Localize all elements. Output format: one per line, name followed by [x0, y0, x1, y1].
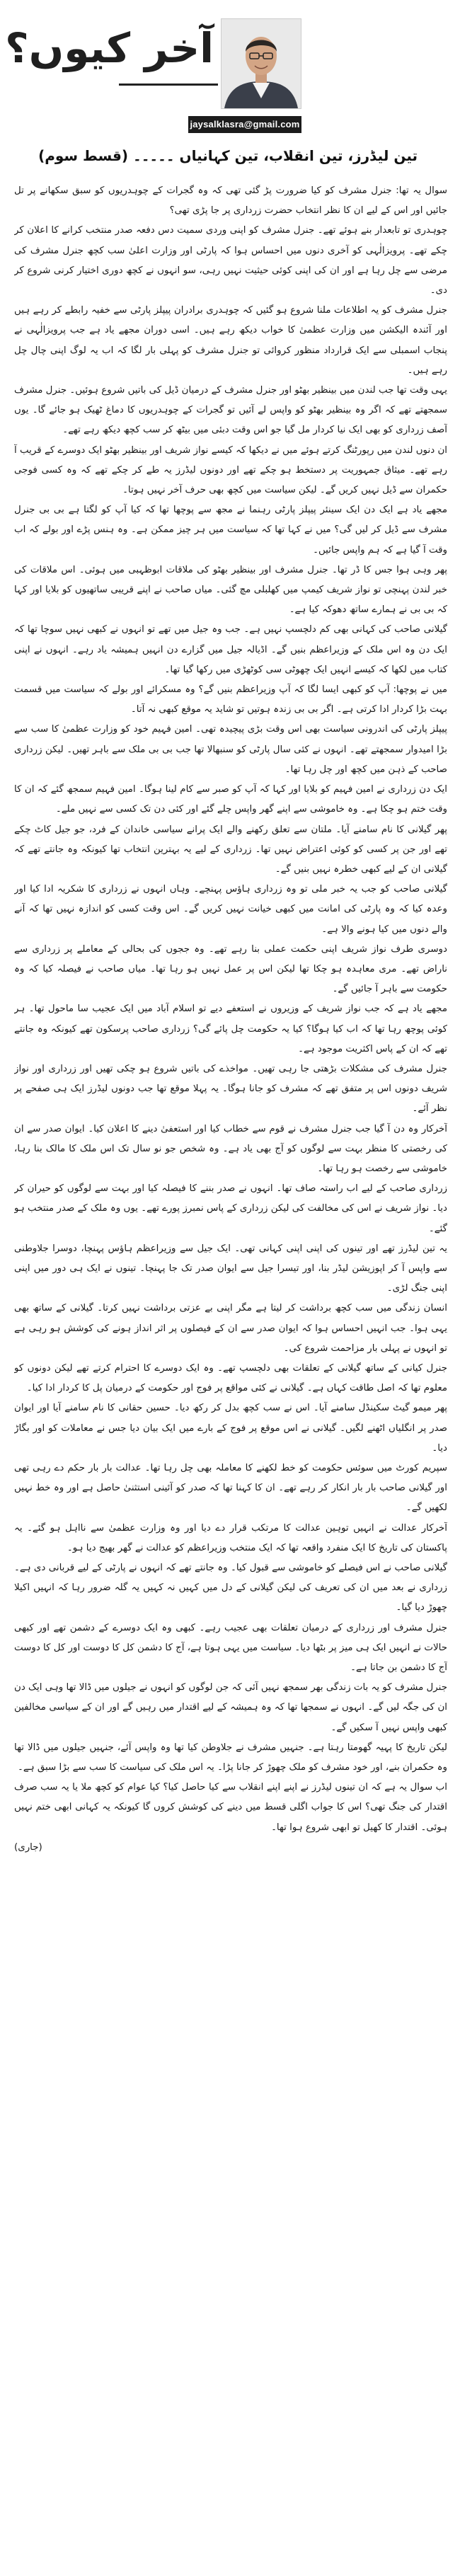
article-paragraph: جنرل مشرف کو یہ اطلاعات ملنا شروع ہو گئیں کہ چوہدری برادران پیپلز پارٹی سے خفیہ رابطے کر رہے ہیں اور آئندہ الیکشن میں وزارت عظمیٰ کا خواب دیکھ رہے ہیں۔ اسی دوران مجھے یاد ہے جب پرویزالٰہی نے پنجاب اسمبلی سے ایک قرارداد منظور کروائی تو جنرل مشرف کو پہلی بار لگا کہ اب یہ لوگ اپنی چال چل رہے ہیں۔	[14, 305, 447, 376]
article-paragraph: سپریم کورٹ میں سوئس حکومت کو خط لکھنے کا معاملہ بھی چل رہا تھا۔ عدالت بار بار حکم دے رہی تھی اور گیلانی صاحب بار بار انکار کر رہے تھے۔ ان کا کہنا تھا کہ صدر کو آئینی استثنیٰ حاصل ہے اور وہ خط نہیں لکھیں گے۔	[14, 1463, 447, 1514]
column-masthead	[0, 0, 460, 177]
logo-underline	[119, 84, 218, 86]
article-paragraph: جنرل مشرف اور زرداری کے درمیان تعلقات بھی عجیب رہے۔ کبھی وہ ایک دوسرے کے دشمن تھے اور کبھی حالات نے انہیں ایک ہی میز پر بٹھا دیا۔ سیاست میں یہی ہوتا ہے، آج کا دشمن کل کا دوست اور کل کا دوست آج کا دشمن بن جاتا ہے۔	[14, 1622, 447, 1674]
article-paragraph: جنرل مشرف کی مشکلات بڑھتی جا رہی تھیں۔ مواخذے کی باتیں شروع ہو چکی تھیں اور زرداری اور نواز شریف دونوں اس پر متفق تھے کہ مشرف کو جانا ہوگا۔ یہ پہلا موقع تھا جب دونوں لیڈرز ایک ہی صفحے پر نظر آئے۔	[14, 1063, 447, 1115]
article-paragraph: میں نے پوچھا: آپ کو کبھی ایسا لگا کہ آپ وزیراعظم بنیں گے؟ وہ مسکرائے اور بولے کہ سیاست میں قسمت بہت بڑا کردار ادا کرتی ہے۔ اگر بی بی زندہ ہوتیں تو شاید یہ موقع کبھی نہ آتا۔	[14, 684, 447, 715]
article-paragraph: پھر گیلانی کا نام سامنے آیا۔ ملتان سے تعلق رکھنے والے ایک پرانے سیاسی خاندان کے فرد، جو جیل کاٹ چکے تھے اور جن پر کسی کو کوئی اعتراض نہیں تھا۔ زرداری کے لیے یہ بہترین انتخاب تھا کیونکہ وہ جانتے تھے کہ گیلانی ان کے لیے کبھی خطرہ نہیں بنیں گے۔	[14, 824, 447, 875]
column-logo-title: آخر کیوں؟	[5, 24, 214, 72]
article-paragraph: آخرکار عدالت نے انہیں توہین عدالت کا مرتکب قرار دے دیا اور وہ وزارت عظمیٰ سے نااہل ہو گئے۔ یہ پاکستان کی تاریخ کا ایک منفرد واقعہ تھا کہ ایک منتخب وزیراعظم کو عدالت نے گھر بھیج دیا ہو۔	[14, 1522, 447, 1553]
article-paragraph: پھر وہی ہوا جس کا ڈر تھا۔ جنرل مشرف اور بینظیر بھٹو کی ملاقات ابوظہبی میں ہوئی۔ اس ملاقات کی خبر لندن پہنچی تو نواز شریف کیمپ میں کھلبلی مچ گئی۔ میاں صاحب نے اپنے قریبی ساتھیوں کو بلایا اور کہا کہ بی بی نے ہمارے ساتھ دھوکہ کیا ہے۔	[14, 564, 447, 616]
article-paragraph: انسان زندگی میں سب کچھ برداشت کر لیتا ہے مگر اپنی بے عزتی برداشت نہیں کرتا۔ گیلانی کے ساتھ بھی یہی ہوا۔ جب انہیں احساس ہوا کہ ایوان صدر سے ان کے فیصلوں پر اثر انداز ہونے کی کوشش ہو رہی ہے تو انہوں نے پہلی بار مزاحمت شروع کی۔	[14, 1303, 447, 1354]
article-paragraph: زرداری صاحب کے لیے اب راستہ صاف تھا۔ انہوں نے صدر بننے کا فیصلہ کیا اور بہت سے لوگوں کو حیران کر دیا۔ نواز شریف نے اس کی مخالفت کی لیکن زرداری کے پاس نمبرز پورے تھے۔ یوں وہ ملک کے صدر منتخب ہو گئے۔	[14, 1183, 447, 1234]
article-paragraph: گیلانی صاحب کی کہانی بھی کم دلچسپ نہیں ہے۔ جب وہ جیل میں تھے تو انہوں نے کبھی نہیں سوچا تھا کہ ایک دن وہ اس ملک کے وزیراعظم بنیں گے۔ اڈیالہ جیل میں گزارے دن انہیں ہمیشہ یاد رہے۔ انہوں نے اپنی کتاب میں لکھا کہ کیسے انہیں ایک چھوٹی سی کوٹھڑی میں رکھا گیا تھا۔	[14, 624, 447, 675]
article-paragraph: مجھے یاد ہے ایک دن ایک سینئر پیپلز پارٹی رہنما نے مجھ سے پوچھا تھا کہ کیا آپ کو لگتا ہے بی بی جنرل مشرف سے ڈیل کر لیں گی؟ میں نے کہا تھا کہ سیاست میں ہر چیز ممکن ہے۔ وہ ہنس پڑے اور بولے کہ اب وقت آ گیا ہے کہ ہم واپس جائیں۔	[14, 505, 447, 556]
continued-marker: (جاری)	[14, 1841, 42, 1853]
article-paragraph: دوسری طرف نواز شریف اپنی حکمت عملی بنا رہے تھے۔ وہ ججوں کی بحالی کے معاملے پر زرداری سے ناراض تھے۔ مری معاہدہ ہو چکا تھا لیکن اس پر عمل نہیں ہو رہا تھا۔ میاں صاحب نے فیصلہ کیا کہ وہ حکومت سے باہر آ جائیں گے۔	[14, 943, 447, 995]
article-paragraph: لیکن تاریخ کا پہیہ گھومتا رہتا ہے۔ جنہیں مشرف نے جلاوطن کیا تھا وہ واپس آئے، جنہیں جیلوں میں ڈالا تھا وہ حکمران بنے، اور خود مشرف کو ملک چھوڑ کر جانا پڑا۔ یہ اس ملک کی سیاست کا سب سے بڑا سبق ہے۔	[14, 1742, 447, 1773]
article-paragraph: یہ تین لیڈرز تھے اور تینوں کی اپنی اپنی کہانی تھی۔ ایک جیل سے وزیراعظم ہاؤس پہنچا، دوسرا جلاوطنی سے واپس آ کر اپوزیشن لیڈر بنا، اور تیسرا جیل سے ایوان صدر تک جا پہنچا۔ تینوں نے ایک ہی دور میں اپنی اپنی جنگ لڑی۔	[14, 1243, 447, 1294]
article-body	[14, 181, 447, 2566]
article-paragraph: پھر میمو گیٹ سکینڈل سامنے آیا۔ اس نے سب کچھ بدل کر رکھ دیا۔ حسین حقانی کا نام سامنے آیا اور ایوان صدر پر انگلیاں اٹھنے لگیں۔ گیلانی نے اس موقع پر فوج کے بارے میں ایک بیان دیا جس نے معاملات کو اور بگاڑ دیا۔	[14, 1403, 447, 1454]
article-paragraph: جنرل کیانی کے ساتھ گیلانی کے تعلقات بھی دلچسپ تھے۔ وہ ایک دوسرے کا احترام کرتے تھے لیکن دونوں کو معلوم تھا کہ اصل طاقت کہاں ہے۔ گیلانی نے کئی مواقع پر فوج اور حکومت کے درمیان پل کا کردار ادا کیا۔	[14, 1362, 447, 1394]
article-paragraph: مجھے یاد ہے کہ جب نواز شریف کے وزیروں نے استعفے دیے تو اسلام آباد میں ایک عجیب سا ماحول تھا۔ ہر کوئی پوچھ رہا تھا کہ اب کیا ہوگا؟ کیا یہ حکومت چل پائے گی؟ زرداری صاحب پرسکون تھے کیونکہ وہ جانتے تھے کہ ان کے پاس اکثریت موجود ہے۔	[14, 1004, 447, 1054]
article-paragraph: اب سوال یہ ہے کہ ان تینوں لیڈرز نے اپنے اپنے انقلاب سے کیا حاصل کیا؟ کیا عوام کو کچھ ملا یا یہ سب صرف اقتدار کی جنگ تھی؟ اس کا جواب اگلی قسط میں دینے کی کوشش کروں گا کیونکہ یہ کہانی ابھی ختم نہیں ہوئی۔ اقتدار کا کھیل تو ابھی شروع ہوا تھا۔	[14, 1782, 447, 1833]
article-paragraph: چوہدری تو تابعدار بنے ہوئے تھے۔ جنرل مشرف کو اپنی وردی سمیت دس دفعہ صدر منتخب کرانے کا اعلان کر چکے تھے۔ پرویزالٰہی کو آخری دنوں میں احساس ہوا کہ پارٹی اور وزارت اعلیٰ سب کچھ جنرل مشرف کی مرضی سے چل رہا ہے اور ان کی اپنی کوئی حیثیت نہیں رہی، سو انہوں نے کچھ دوری اختیار کرنی شروع کر دی۔	[14, 225, 447, 297]
article-paragraph: پیپلز پارٹی کی اندرونی سیاست بھی اس وقت بڑی پیچیدہ تھی۔ امین فہیم خود کو وزارت عظمیٰ کا سب سے بڑا امیدوار سمجھتے تھے۔ انہوں نے کئی سال پارٹی کو سنبھالا تھا جب بی بی ملک سے باہر تھیں۔ لیکن زرداری صاحب کے ذہن میں کچھ اور چل رہا تھا۔	[14, 724, 447, 775]
article-paragraph: ایک دن زرداری نے امین فہیم کو بلایا اور کہا کہ آپ کو صبر سے کام لینا ہوگا۔ امین فہیم سمجھ گئے کہ ان کا وقت ختم ہو چکا ہے۔ وہ خاموشی سے اپنے گھر واپس چلے گئے اور کئی دن تک کسی سے نہیں ملے۔	[14, 784, 447, 815]
article-paragraph: جنرل مشرف کو یہ بات زندگی بھر سمجھ نہیں آئی کہ جن لوگوں کو انہوں نے جیلوں میں ڈالا تھا وہی ایک دن ان کی جگہ لیں گے۔ انہوں نے سمجھا تھا کہ وہ ہمیشہ کے لیے اقتدار میں رہیں گے اور ان کے سیاسی مخالفین کبھی واپس نہیں آ سکیں گے۔	[14, 1682, 447, 1733]
author-email[interactable]: jaysalklasra@gmail.com	[188, 116, 301, 133]
article-paragraph: آخرکار وہ دن آ گیا جب جنرل مشرف نے قوم سے خطاب کیا اور استعفیٰ دینے کا اعلان کیا۔ ایوان صدر سے ان کی رخصتی کا منظر بہت سے لوگوں کو آج بھی یاد ہے۔ وہ شخص جو نو سال تک اس ملک کا مالک بنا رہا، خاموشی سے رخصت ہو رہا تھا۔	[14, 1123, 447, 1174]
author-portrait-image	[222, 19, 301, 108]
article-paragraph: سوال یہ تھا: جنرل مشرف کو کیا ضرورت پڑ گئی تھی کہ وہ گجرات کے چوہدریوں کو سبق سکھانے پر تل جائیں اور اس کے لیے ان کا نظر انتخاب حضرت زرداری پر جا پڑی تھی؟	[14, 185, 447, 217]
article-paragraph: یہی وقت تھا جب لندن میں بینظیر بھٹو اور جنرل مشرف کے درمیان ڈیل کی باتیں شروع ہوئیں۔ جنرل مشرف سمجھتے تھے کہ اگر وہ بینظیر بھٹو کو واپس لے آئیں تو گجرات کے چوہدریوں کا دماغ ٹھیک ہو جائے گا۔ یوں آصف زرداری کو بھی ایک نیا کردار مل گیا جو اس وقت دبئی میں بیٹھ کر سب کچھ دیکھ رہے تھے۔	[14, 385, 447, 436]
article-paragraph: گیلانی صاحب نے اس فیصلے کو خاموشی سے قبول کیا۔ وہ جانتے تھے کہ انہوں نے پارٹی کے لیے قربانی دی ہے۔ زرداری نے بعد میں ان کی تعریف کی لیکن گیلانی کے دل میں کہیں نہ کہیں یہ گلہ ضرور رہا کہ انہیں اکیلا چھوڑ دیا گیا۔	[14, 1563, 447, 1614]
article-paragraph: گیلانی صاحب کو جب یہ خبر ملی تو وہ زرداری ہاؤس پہنچے۔ وہاں انہوں نے زرداری کا شکریہ ادا کیا اور وعدہ کیا کہ وہ پارٹی کی امانت میں کبھی خیانت نہیں کریں گے۔ اس وقت کسی کو اندازہ نہیں تھا کہ آنے والے دنوں میں کیا ہونے والا ہے۔	[14, 884, 447, 935]
article-headline: تین لیڈرز، تین انقلاب، تین کہانیاں ۔۔۔۔۔ (قسط سوم)	[38, 147, 418, 164]
article-paragraph: ان دنوں لندن میں رپورٹنگ کرتے ہوئے میں نے دیکھا کہ کیسے نواز شریف اور بینظیر بھٹو ایک دوسرے کے قریب آ رہے تھے۔ میثاق جمہوریت پر دستخط ہو چکے تھے اور دونوں لیڈرز یہ طے کر چکے تھے کہ وہ کسی فوجی حکمران سے ڈیل نہیں کریں گے۔ لیکن سیاست میں کچھ بھی حرف آخر نہیں ہوتا۔	[14, 444, 447, 496]
author-portrait	[221, 18, 301, 109]
column-logo	[5, 13, 219, 112]
